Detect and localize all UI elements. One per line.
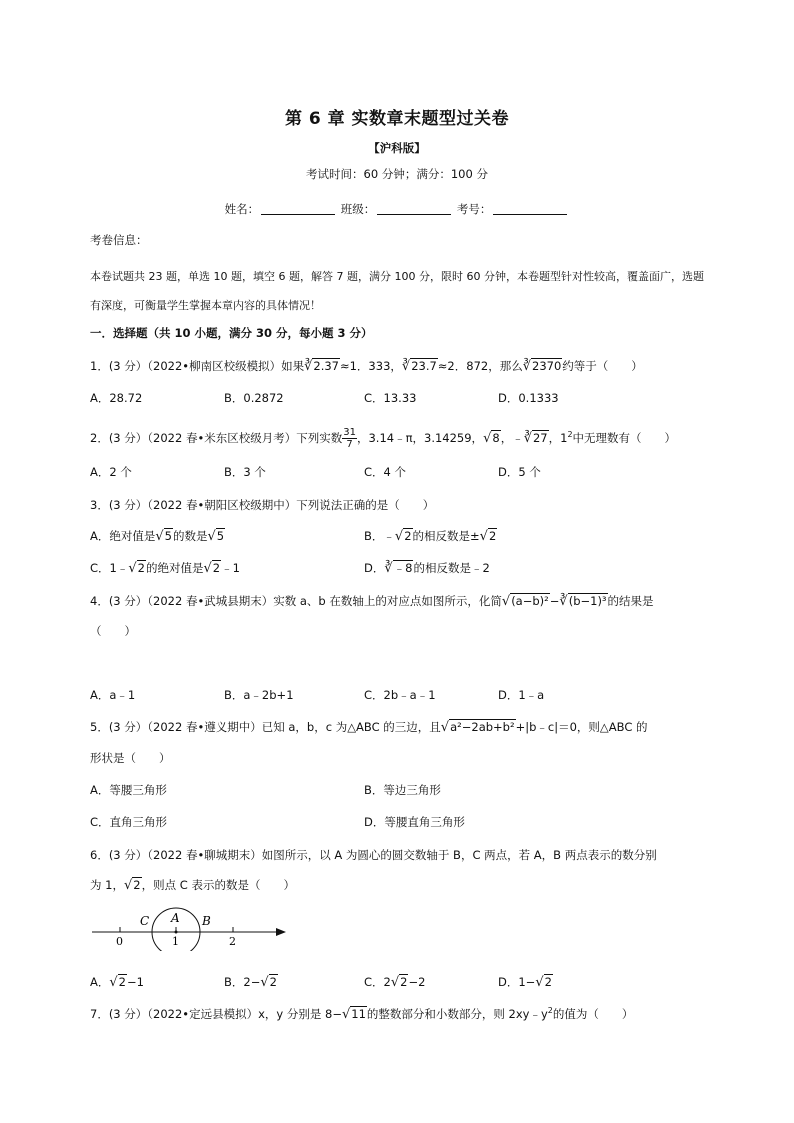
q5-option-a: A．等腰三角形 bbox=[90, 783, 167, 797]
label-b: B bbox=[202, 914, 211, 928]
student-info-line bbox=[0, 201, 794, 217]
tick-label-0: 0 bbox=[116, 935, 123, 948]
sqrt-icon: √ bbox=[128, 561, 137, 576]
sqrt-icon: √ bbox=[123, 878, 133, 893]
sqrt-icon: √ bbox=[483, 431, 492, 446]
sqrt-icon: √ bbox=[203, 561, 212, 576]
q1-option-d: D．0.1333 bbox=[498, 391, 559, 405]
cube-root-icon: ∛ bbox=[523, 431, 532, 446]
sqrt-icon: √ bbox=[501, 594, 511, 609]
number-blank bbox=[493, 202, 567, 215]
question-1: 1．(3 分）（2022•柳南区校级模拟）如果∛2.37≈1．333，∛23.7≈2．872，那么∛2370约等于（ ） bbox=[90, 359, 643, 374]
q2-option-a: A．2 个 bbox=[90, 465, 132, 479]
arrow-icon bbox=[276, 928, 286, 936]
question-5: 5．(3 分）（2022 春•遵义期中）已知 a，b，c 为△ABC 的三边，且√a²−2ab+b²+|b﹣c|＝0，则△ABC 的 bbox=[90, 720, 648, 735]
question-5-cont: 形状是（ ） bbox=[90, 751, 171, 765]
name-label: 姓名： bbox=[224, 202, 260, 216]
sqrt-icon: √ bbox=[260, 975, 269, 990]
q3-option-b: B．﹣√2的相反数是±√2 bbox=[364, 529, 497, 544]
question-6-cont: 为 1，√2，则点 C 表示的数是（ ） bbox=[90, 878, 295, 893]
cube-root-icon: ∛ bbox=[304, 359, 313, 374]
q6-option-a: A．√2−1 bbox=[90, 975, 144, 990]
q4-option-c: C．2b﹣a﹣1 bbox=[364, 688, 436, 702]
q2-option-c: C．4 个 bbox=[364, 465, 407, 479]
q1-option-a: A．28.72 bbox=[90, 391, 143, 405]
q3-option-c: C．1﹣√2的绝对值是√2﹣1 bbox=[90, 561, 240, 576]
section-title: 一．选择题（共 10 小题，满分 30 分，每小题 3 分） bbox=[90, 326, 373, 340]
info-text: 本卷试题共 23 题，单选 10 题，填空 6 题，解答 7 题，满分 100 分，限时 60 分钟，本卷题型针对性较高，覆盖面广，选题有深度，可衡量学生掌握本章内容的具体情况！ bbox=[90, 270, 704, 312]
question-7: 7．(3 分）（2022•定远县模拟）x，y 分别是 8−√11的整数部分和小数部分，则 $2xy﹣y^2$的值为（ ） bbox=[90, 1006, 634, 1022]
q1-option-b: B．0.2872 bbox=[224, 391, 284, 405]
sqrt-icon: √ bbox=[341, 1007, 351, 1022]
q5-option-d: D．等腰直角三角形 bbox=[364, 815, 465, 829]
center-point bbox=[175, 931, 178, 934]
label-c: C bbox=[140, 914, 150, 928]
fraction: $\frac{31}{7}$ bbox=[343, 427, 356, 450]
question-6: 6．(3 分）（2022 春•聊城期末）如图所示，以 A 为圆心的圆交数轴于 B，C 两点，若 A，B 两点表示的数分别 bbox=[90, 848, 657, 862]
q4-option-d: D．1﹣a bbox=[498, 688, 545, 702]
class-blank bbox=[377, 202, 451, 215]
q6-option-d: D．1−√2 bbox=[498, 975, 552, 990]
page-title: 第 6 章 实数章末题型过关卷 bbox=[284, 109, 510, 129]
question-4-cont: （ ） bbox=[90, 624, 136, 638]
number-line-figure bbox=[90, 905, 290, 951]
sqrt-icon: √ bbox=[390, 975, 400, 990]
q3-option-a: A．绝对值是√5的数是√5 bbox=[90, 529, 225, 544]
exam-time: 考试时间：60 分钟；满分：100 分 bbox=[306, 167, 488, 181]
sqrt-icon: √ bbox=[479, 529, 488, 544]
q6-option-b: B．2−√2 bbox=[224, 975, 277, 990]
name-blank bbox=[261, 202, 335, 215]
q2-option-d: D．5 个 bbox=[498, 465, 541, 479]
cube-root-icon: ∛ bbox=[559, 594, 568, 609]
q5-option-b: B．等边三角形 bbox=[364, 783, 441, 797]
q3-option-d: D．∛﹣8的相反数是﹣2 bbox=[364, 561, 490, 576]
q6-option-c: C．2√2−2 bbox=[364, 975, 426, 990]
q1-option-c: C．13.33 bbox=[364, 391, 417, 405]
q5-option-c: C．直角三角形 bbox=[90, 815, 168, 829]
question-4: 4．(3 分）（2022 春•武城县期末）实数 a、b 在数轴上的对应点如图所示，化简√(a−b)²−∛(b−1)³的结果是 bbox=[90, 594, 654, 609]
sqrt-icon: √ bbox=[535, 975, 544, 990]
question-2: 2．(3 分）（2022 春•米东区校级月考）下列实数 $\frac{31}{7}$ ，3.14﹣π，3.14259，√8，﹣∛27，$1^2$中无理数有（ ） bbox=[90, 427, 677, 450]
cube-root-icon: ∛ bbox=[384, 561, 393, 576]
class-label: 班级： bbox=[340, 202, 376, 216]
cube-root-icon: ∛ bbox=[401, 359, 411, 374]
label-a: A bbox=[171, 911, 180, 925]
q2-option-b: B．3 个 bbox=[224, 465, 266, 479]
q4-option-b: B．a﹣2b+1 bbox=[224, 688, 294, 702]
info-title: 考卷信息： bbox=[90, 233, 148, 247]
number-label: 考号： bbox=[456, 202, 492, 216]
sqrt-icon: √ bbox=[155, 529, 164, 544]
sqrt-icon: √ bbox=[440, 720, 450, 735]
tick-label-2: 2 bbox=[229, 935, 236, 948]
q4-option-a: A．a﹣1 bbox=[90, 688, 136, 702]
sqrt-icon: √ bbox=[109, 975, 118, 990]
edition-label: 【沪科版】 bbox=[368, 141, 426, 155]
question-3: 3．(3 分）（2022 春•朝阳区校级期中）下列说法正确的是（ ） bbox=[90, 498, 435, 512]
cube-root-icon: ∛ bbox=[522, 359, 531, 374]
sqrt-icon: √ bbox=[207, 529, 216, 544]
tick-label-1: 1 bbox=[172, 935, 179, 948]
sqrt-icon: √ bbox=[394, 529, 404, 544]
